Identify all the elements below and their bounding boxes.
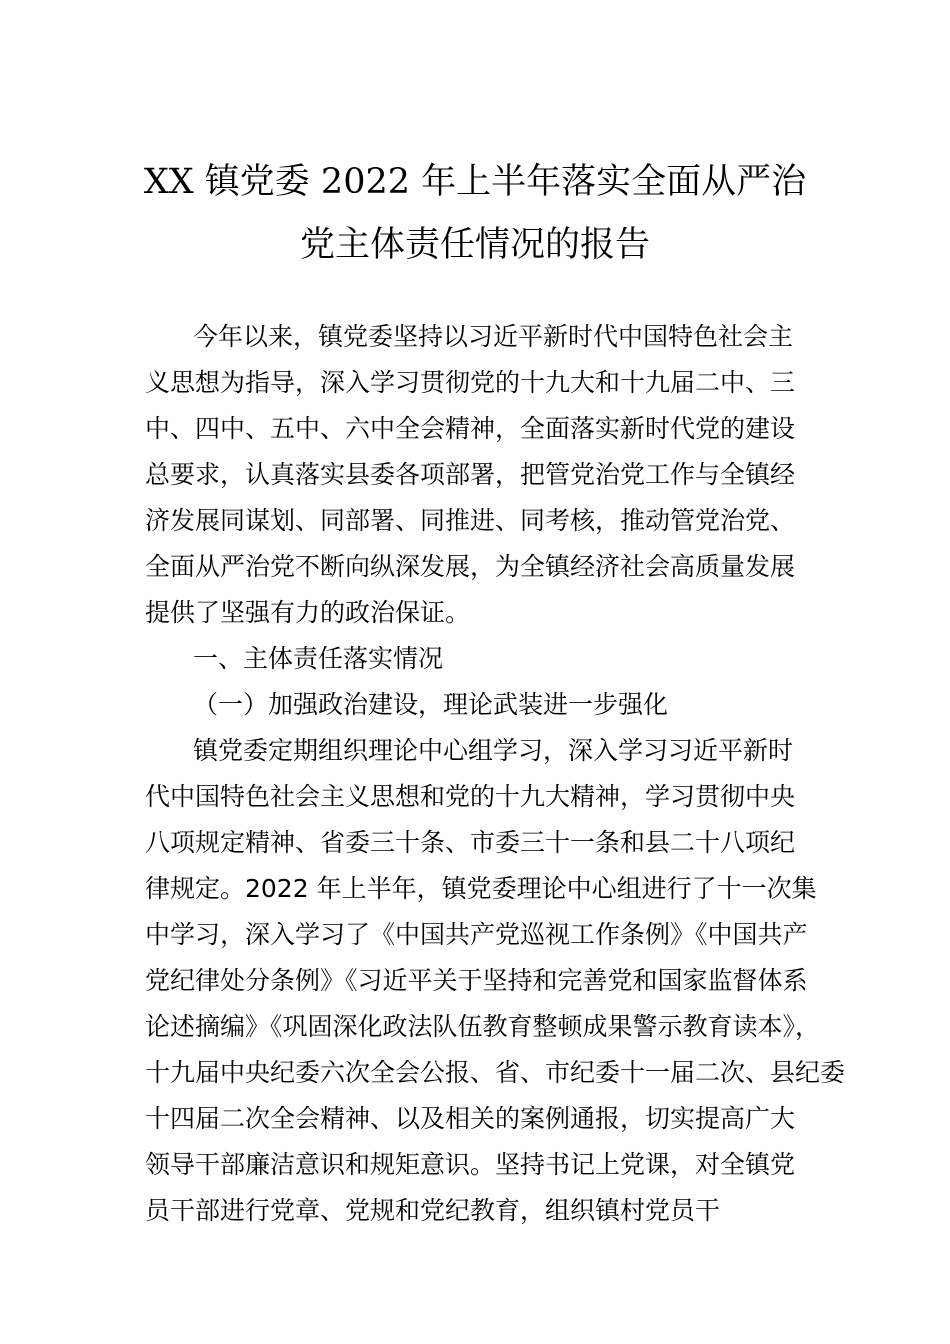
paragraph-2-line-11: 员干部进行党章、党规和党纪教育，组织镇村党员干 (145, 1196, 721, 1225)
paragraph-2-line-3: 八项规定精神、省委三十条、市委三十一条和县二十八项纪 (145, 828, 796, 857)
paragraph-2-line-5: 中学习，深入学习了《中国共产党巡视工作条例》《中国共产 (145, 920, 808, 949)
paragraph-2-line-10: 领导干部廉洁意识和规矩意识。坚持书记上党课，对全镇党 (145, 1150, 796, 1179)
document-title-line-1: XX 镇党委 2022 年上半年落实全面从严治 (143, 162, 807, 202)
document-title-line-2: 党主体责任情况的报告 (299, 225, 650, 265)
paragraph-1-line-4: 总要求，认真落实县委各项部署，把管党治党工作与全镇经 (145, 460, 796, 489)
paragraph-2-line-2: 代中国特色社会主义思想和党的十九大精神，学习贯彻中央 (145, 782, 796, 811)
paragraph-1-line-6: 全面从严治党不断向纵深发展，为全镇经济社会高质量发展 (145, 552, 796, 581)
paragraph-1-line-2: 义思想为指导，深入学习贯彻党的十九大和十九届二中、三 (145, 368, 796, 397)
paragraph-2-line-9: 十四届二次全会精神、以及相关的案例通报，切实提高广大 (145, 1104, 796, 1133)
subsection-heading-1: （一）加强政治建设，理论武装进一步强化 (193, 690, 669, 719)
paragraph-2-line-4: 律规定。2022 年上半年，镇党委理论中心组进行了十一次集 (145, 874, 817, 903)
paragraph-1-line-5: 济发展同谋划、同部署、同推进、同考核，推动管党治党、 (145, 506, 796, 535)
paragraph-1-line-7: 提供了坚强有力的政治保证。 (145, 598, 471, 627)
paragraph-1-line-1: 今年以来，镇党委坚持以习近平新时代中国特色社会主 (193, 322, 794, 351)
paragraph-2-line-1: 镇党委定期组织理论中心组学习，深入学习习近平新时 (193, 736, 794, 765)
section-heading-1: 一、主体责任落实情况 (193, 644, 444, 673)
paragraph-1-line-3: 中、四中、五中、六中全会精神，全面落实新时代党的建设 (145, 414, 796, 443)
paragraph-2-line-6: 党纪律处分条例》《习近平关于坚持和完善党和国家监督体系 (145, 966, 808, 995)
paragraph-2-line-7: 论述摘编》《巩固深化政法队伍教育整顿成果警示教育读本》， (145, 1012, 821, 1041)
paragraph-2-line-8: 十九届中央纪委六次全会公报、省、市纪委十一届二次、县纪委 (145, 1058, 846, 1087)
